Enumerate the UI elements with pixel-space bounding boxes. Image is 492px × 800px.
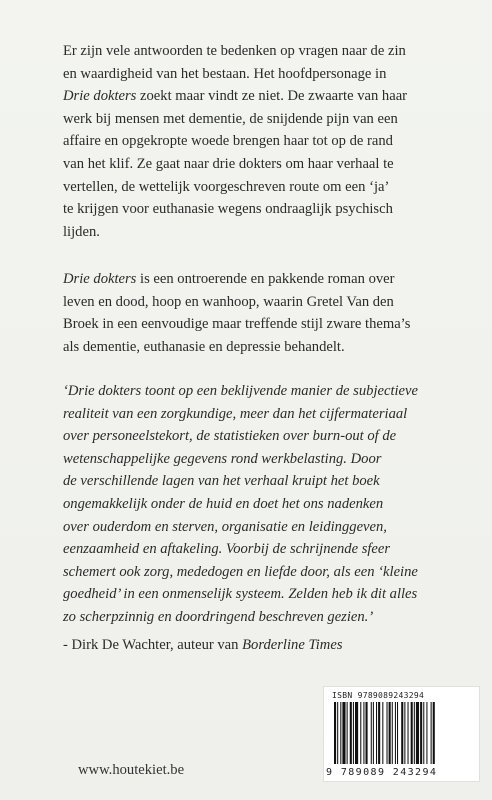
barcode-bar bbox=[363, 702, 364, 764]
text-line: en waardigheid van het bestaan. Het hoofdpersonage in bbox=[63, 65, 387, 82]
quote-line: over personeelstekort, de statistieken over burn-out of de bbox=[63, 428, 397, 445]
quote-line: goedheid’ in een onmenselijk systeem. Zelden heb ik dit alles bbox=[63, 586, 418, 603]
quote-line: ongemakkelijk onder de huid en doet het ons nadenken bbox=[63, 495, 384, 512]
barcode-bar bbox=[340, 702, 341, 764]
barcode-bar bbox=[401, 702, 403, 764]
barcode-bar bbox=[366, 702, 368, 764]
barcode-bar bbox=[392, 702, 393, 764]
quote-line: over ouderdom en sterven, organisatie en leidinggeven, bbox=[63, 518, 387, 535]
blurb-paragraph-1-text bbox=[63, 40, 463, 243]
isbn-digits: 9 789089 243294 bbox=[326, 767, 438, 778]
barcode-bar bbox=[420, 702, 422, 764]
isbn-label: ISBN 9789089243294 bbox=[332, 691, 425, 700]
text-line: affaire en opgekropte woede brengen haar tot op de rand bbox=[63, 133, 393, 150]
barcode-bar bbox=[378, 702, 380, 764]
text-fragment: zoekt maar vindt ze niet. De zwaarte van haar bbox=[136, 88, 408, 105]
quote-attribution bbox=[63, 634, 463, 657]
barcode-bar bbox=[408, 702, 409, 764]
book-title-inline: Drie dokters bbox=[63, 271, 137, 287]
barcode-bar bbox=[360, 702, 361, 764]
barcode-bar bbox=[416, 702, 419, 764]
quote-line: de verschillende lagen van het verhaal kruipt het boek bbox=[63, 473, 380, 490]
barcode-bar bbox=[423, 702, 424, 764]
barcode-bar bbox=[353, 702, 354, 764]
quote-line: zo scherpzinnig en doordringend beschreven gezien.’ bbox=[63, 608, 374, 625]
text-line: Er zijn vele antwoorden te bedenken op vragen naar de zin bbox=[63, 43, 406, 59]
quote-attribution-text bbox=[63, 634, 463, 657]
attribution-author: - Dirk De Wachter, auteur van bbox=[63, 637, 243, 653]
quote-line: realiteit van een zorgkundige, meer dan het cijfermateriaal bbox=[63, 405, 408, 422]
text-line: als dementie, euthanasie en depressie behandelt. bbox=[63, 338, 345, 355]
text-line: van het klif. Ze gaat naar drie dokters om haar verhaal te bbox=[63, 155, 394, 172]
blurb-paragraph-1 bbox=[63, 40, 463, 243]
text-line bbox=[63, 85, 463, 108]
barcode-bar bbox=[387, 702, 388, 764]
barcode-bar bbox=[371, 702, 372, 764]
quote-line: wetenschappelijke gegevens rond werkbelasting. Door bbox=[63, 450, 382, 467]
barcode-bar bbox=[337, 702, 338, 764]
isbn-barcode bbox=[323, 686, 480, 782]
barcode-bar bbox=[389, 702, 391, 764]
text-line bbox=[63, 268, 463, 291]
barcode-bar bbox=[431, 702, 432, 764]
text-fragment: is een ontroerende en pakkende roman over bbox=[136, 271, 395, 287]
barcode-bar bbox=[355, 702, 358, 764]
blurb-paragraph-2 bbox=[63, 268, 463, 358]
barcode-bar bbox=[404, 702, 405, 764]
quote-line: schemert ook zorg, mededogen en liefde door, als een ‘kleine bbox=[63, 563, 418, 580]
barcode-bar bbox=[382, 702, 383, 764]
quote-line: ‘Drie dokters toont op een beklijvende manier de subjectieve bbox=[63, 383, 418, 399]
review-quote-text bbox=[63, 380, 463, 629]
barcode-bar bbox=[373, 702, 374, 764]
book-title-inline: Drie dokters bbox=[63, 88, 137, 105]
barcode-bar bbox=[342, 702, 345, 764]
quote-line: eenzaamheid en aftakeling. Voorbij de schrijnende sfeer bbox=[63, 541, 391, 558]
barcode-bar bbox=[347, 702, 348, 764]
barcode-bar bbox=[334, 702, 336, 764]
barcode-bar bbox=[397, 702, 398, 764]
text-line: te krijgen voor euthanasie wegens ondraaglijk psychisch bbox=[63, 201, 393, 218]
publisher-website: www.houtekiet.be bbox=[78, 762, 185, 778]
text-line: Broek in een eenvoudige maar treffende stijl zware thema’s bbox=[63, 316, 411, 333]
blurb-paragraph-2-text bbox=[63, 268, 463, 358]
barcode-bar bbox=[433, 702, 435, 764]
barcode-bars bbox=[334, 702, 468, 764]
text-line: vertellen, de wettelijk voorgeschreven route om een ‘ja’ bbox=[63, 178, 390, 195]
barcode-bar bbox=[414, 702, 415, 764]
text-line: lijden. bbox=[63, 223, 100, 240]
barcode-bar bbox=[376, 702, 377, 764]
attribution-book-title: Borderline Times bbox=[242, 637, 343, 653]
text-line: werk bij mensen met dementie, de snijdende pijn van een bbox=[63, 110, 398, 127]
barcode-bar bbox=[350, 702, 352, 764]
text-line: leven en dood, hoop en wanhoop, waarin Gretel Van den bbox=[63, 293, 394, 310]
review-quote bbox=[63, 380, 463, 629]
barcode-bar bbox=[411, 702, 413, 764]
barcode-bar bbox=[426, 702, 427, 764]
barcode-bar bbox=[395, 702, 396, 764]
